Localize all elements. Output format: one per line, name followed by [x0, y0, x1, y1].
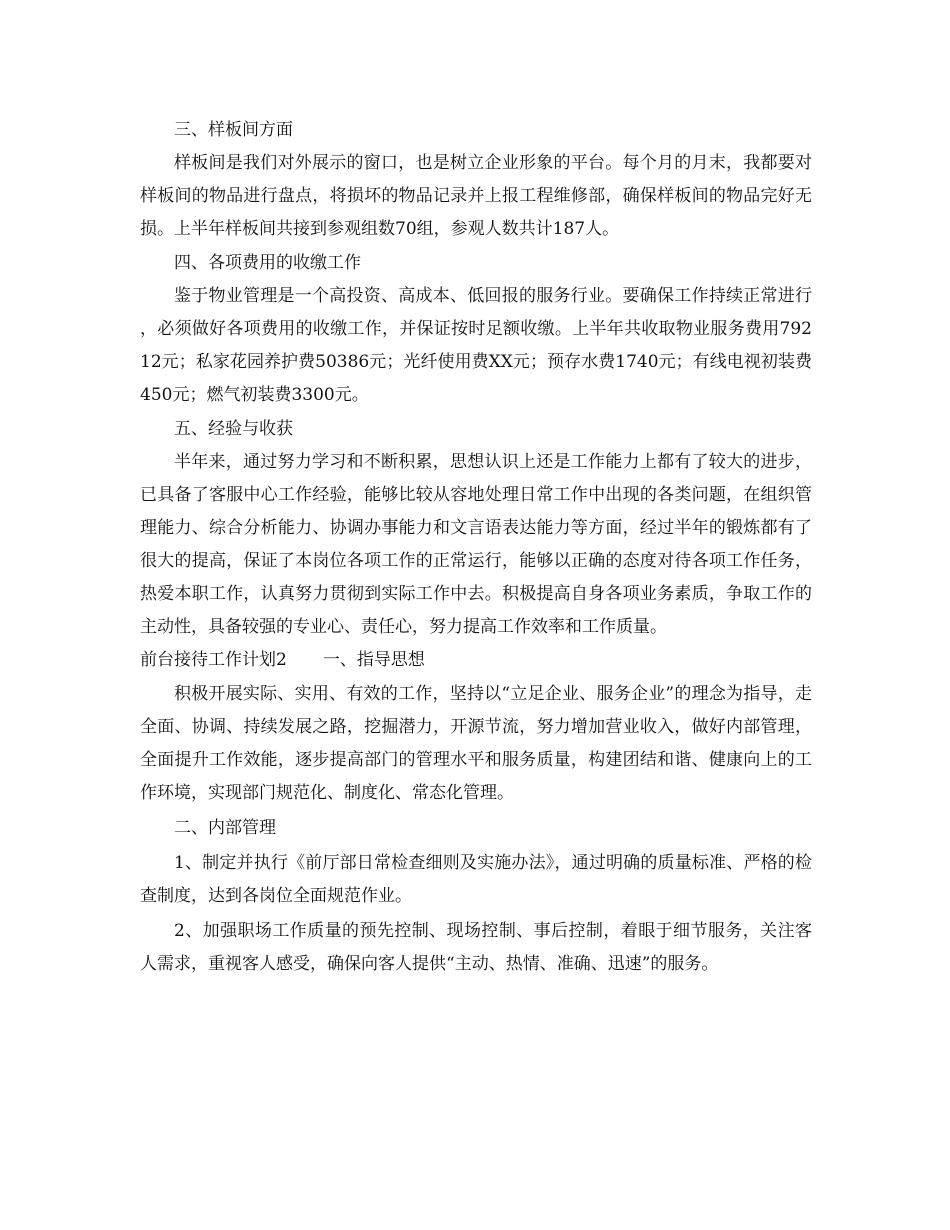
section-heading-4: 四、各项费用的收缴工作: [174, 253, 361, 273]
plan-2-section-heading-2: 二、内部管理: [174, 818, 276, 838]
plan-2-item-2: 2、加强职场工作质量的预先控制、现场控制、事后控制，着眼于细节服务，关注客人需求，重视客人感受，确保向客人提供“主动、热情、准确、迅速”的服务。: [140, 921, 812, 974]
plan-2-section-heading-1: 一、指导思想: [322, 650, 425, 670]
section-heading-5: 五、经验与收获: [174, 419, 293, 439]
document-body: [140, 114, 812, 981]
plan-2-paragraph-1: 积极开展实际、实用、有效的工作，坚持以“立足企业、服务企业”的理念为指导，走全面、协调、持续发展之路，挖掘潜力，开源节流，努力增加营业收入，做好内部管理，全面提升工作效能，逐步提高部门的管理水平和服务质量，构建团结和谐、健康向上的工作环境，实现部门规范化、制度化、常态化管理。: [140, 684, 812, 803]
plan-2-title: 前台接待工作计划2: [140, 650, 287, 670]
plan-2-heading-line: [140, 644, 812, 677]
plan-2-item-1: 1、制定并执行《前厅部日常检查细则及实施办法》，通过明确的质量标准、严格的检查制度，达到各岗位全面规范作业。: [140, 853, 812, 906]
section-paragraph-3: 样板间是我们对外展示的窗口，也是树立企业形象的平台。每个月的月末，我都要对样板间的物品进行盘点，将损坏的物品记录并上报工程维修部，确保样板间的物品完好无损。上半年样板间共接到参观组数70组，参观人数共计187人。: [140, 153, 812, 239]
section-paragraph-4: 鉴于物业管理是一个高投资、高成本、低回报的服务行业。要确保工作持续正常进行，必须做好各项费用的收缴工作，并保证按时足额收缴。上半年共收取物业服务费用79212元；私家花园养护费50386元；光纤使用费XX元；预存水费1740元；有线电视初装费450元；燃气初装费3300元。: [140, 286, 812, 405]
section-paragraph-5: 半年来，通过努力学习和不断积累，思想认识上还是工作能力上都有了较大的进步，已具备了客服中心工作经验，能够比较从容地处理日常工作中出现的各类问题，在组织管理能力、综合分析能力、协调办事能力和文言语表达能力等方面，经过半年的锻炼都有了很大的提高，保证了本岗位各项工作的正常运行，能够以正确的态度对待各项工作任务，热爱本职工作，认真努力贯彻到实际工作中去。积极提高自身各项业务素质，争取工作的主动性，具备较强的专业心、责任心，努力提高工作效率和工作质量。: [140, 452, 812, 637]
section-heading-3: 三、样板间方面: [174, 120, 293, 140]
